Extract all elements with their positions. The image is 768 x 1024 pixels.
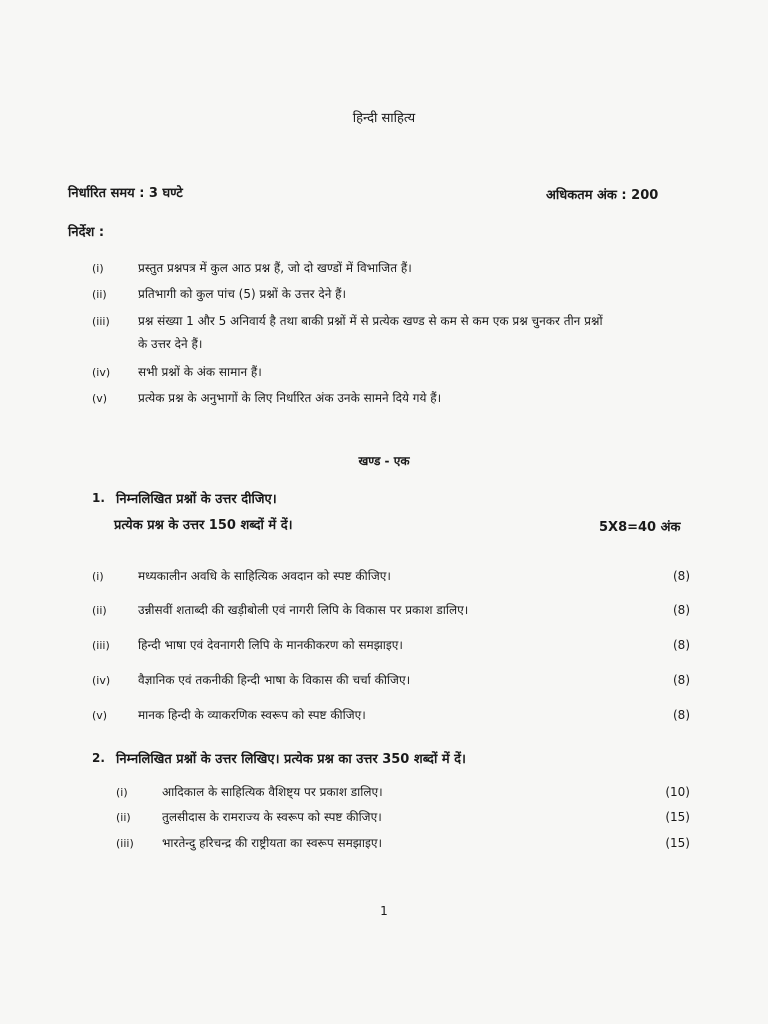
- sub-question-marks: (8): [673, 673, 690, 687]
- sub-question-marks: (8): [673, 638, 690, 652]
- instruction-number: (v): [92, 392, 108, 405]
- sub-question-marks: (15): [665, 810, 690, 824]
- question-total-marks: 5X8=40 अंक: [599, 520, 681, 535]
- sub-question-text: भारतेन्दु हरिचन्द्र की राष्ट्रीयता का स्वरूप समझाइए।: [162, 836, 383, 850]
- instruction-text: प्रतिभागी को कुल पांच (5) प्रश्नों के उत्तर देने हैं।: [138, 287, 347, 301]
- sub-question-number: (iii): [92, 639, 110, 652]
- instruction-number: (i): [92, 262, 104, 275]
- question-subheading: प्रत्येक प्रश्न के उत्तर 150 शब्दों में दें।: [114, 518, 293, 533]
- section-heading: खण्ड - एक: [358, 454, 410, 468]
- sub-question-number: (iv): [92, 674, 111, 687]
- instruction-text: प्रस्तुत प्रश्नपत्र में कुल आठ प्रश्न हैं, जो दो खण्डों में विभाजित हैं।: [138, 261, 412, 275]
- instruction-number: (iii): [92, 315, 110, 328]
- sub-question-text: तुलसीदास के रामराज्य के स्वरूप को स्पष्ट कीजिए।: [162, 810, 382, 824]
- instructions-label: निर्देश :: [68, 225, 105, 240]
- time-allowed: निर्धारित समय : 3 घण्टे: [68, 186, 183, 201]
- question-number: 1.: [92, 491, 105, 505]
- instruction-number: (iv): [92, 366, 111, 379]
- sub-question-number: (i): [116, 786, 128, 799]
- sub-question-marks: (8): [673, 569, 690, 583]
- instruction-text-continued: के उत्तर देने हैं।: [138, 337, 203, 351]
- paper-title: हिन्दी साहित्य: [352, 111, 416, 126]
- sub-question-text: हिन्दी भाषा एवं देवनागरी लिपि के मानकीकरण को समझाइए।: [138, 638, 403, 652]
- sub-question-text: मानक हिन्दी के व्याकरणिक स्वरूप को स्पष्ट कीजिए।: [138, 708, 366, 722]
- sub-question-number: (v): [92, 709, 108, 722]
- question-number: 2.: [92, 751, 105, 765]
- sub-question-text: उन्नीसवीं शताब्दी की खड़ीबोली एवं नागरी लिपि के विकास पर प्रकाश डालिए।: [138, 603, 469, 617]
- sub-question-number: (ii): [92, 604, 107, 617]
- maximum-marks: अधिकतम अंक : 200: [546, 188, 659, 203]
- instruction-text: प्रश्न संख्या 1 और 5 अनिवार्य है तथा बाकी प्रश्नों में से प्रत्येक खण्ड से कम से कम एक प्रश्न चुनकर तीन प्रश्नों: [138, 314, 603, 328]
- sub-question-number: (ii): [116, 811, 131, 824]
- sub-question-number: (iii): [116, 837, 134, 850]
- sub-question-marks: (8): [673, 708, 690, 722]
- question-heading: निम्नलिखित प्रश्नों के उत्तर दीजिए।: [116, 492, 277, 507]
- question-heading: निम्नलिखित प्रश्नों के उत्तर लिखिए। प्रत्येक प्रश्न का उत्तर 350 शब्दों में दें।: [116, 752, 466, 767]
- sub-question-text: वैज्ञानिक एवं तकनीकी हिन्दी भाषा के विकास की चर्चा कीजिए।: [138, 673, 411, 687]
- sub-question-marks: (15): [665, 836, 690, 850]
- instruction-text: सभी प्रश्नों के अंक सामान हैं।: [138, 365, 262, 379]
- sub-question-text: मध्यकालीन अवधि के साहित्यिक अवदान को स्पष्ट कीजिए।: [138, 569, 391, 583]
- instruction-text: प्रत्येक प्रश्न के अनुभागों के लिए निर्धारित अंक उनके सामने दिये गये हैं।: [138, 391, 442, 405]
- sub-question-marks: (10): [665, 785, 690, 799]
- sub-question-number: (i): [92, 570, 104, 583]
- instruction-number: (ii): [92, 288, 107, 301]
- sub-question-marks: (8): [673, 603, 690, 617]
- sub-question-text: आदिकाल के साहित्यिक वैशिष्ट्य पर प्रकाश डालिए।: [162, 785, 383, 799]
- page-number: 1: [380, 904, 388, 918]
